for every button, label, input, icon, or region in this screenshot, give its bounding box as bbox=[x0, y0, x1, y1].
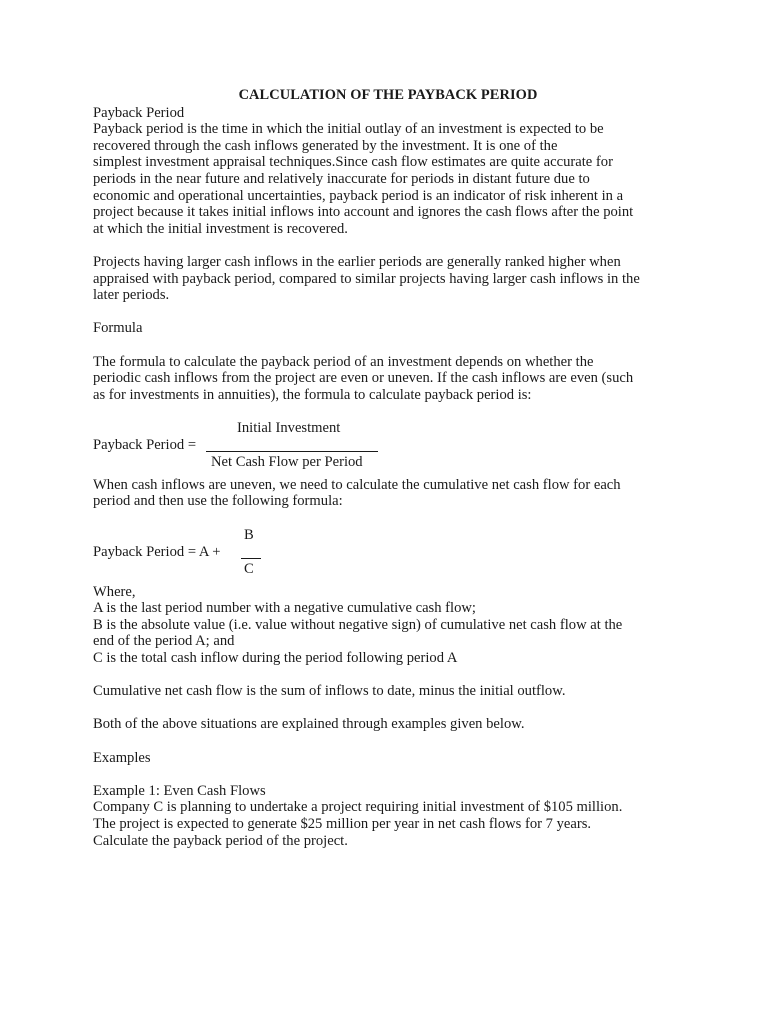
paragraph-line: simplest investment appraisal techniques.Since cash flow estimates are quite accurate for bbox=[93, 154, 613, 171]
paragraph-ranking bbox=[93, 254, 683, 304]
paragraph-line: periodic cash inflows from the project are even or uneven. If the cash inflows are even (such bbox=[93, 370, 634, 387]
paragraph-spacer bbox=[93, 733, 683, 750]
paragraph-where-definitions bbox=[93, 584, 683, 667]
fraction-bar bbox=[206, 451, 378, 452]
paragraph-line: economic and operational uncertainties, payback period is an indicator of risk inherent in a bbox=[93, 187, 624, 204]
paragraph-spacer bbox=[93, 403, 683, 420]
paragraph-line: Projects having larger cash inflows in the earlier periods are generally ranked higher when bbox=[93, 253, 621, 270]
paragraph-uneven-intro bbox=[93, 477, 683, 510]
paragraph-line: A is the last period number with a negative cumulative cash flow; bbox=[93, 600, 476, 617]
formula-denominator: C bbox=[244, 560, 254, 577]
formula-numerator: B bbox=[244, 526, 254, 543]
example1-heading: Example 1: Even Cash Flows bbox=[93, 782, 266, 799]
paragraph-line: as for investments in annuities), the formula to calculate payback period is: bbox=[93, 386, 532, 403]
paragraph-examples-intro: Both of the above situations are explained through examples given below. bbox=[93, 716, 525, 733]
paragraph-line: at which the initial investment is recovered. bbox=[93, 220, 348, 237]
paragraph-spacer bbox=[93, 304, 683, 321]
paragraph-spacer bbox=[93, 510, 683, 527]
paragraph-line: later periods. bbox=[93, 287, 170, 304]
paragraph-formula-intro bbox=[93, 354, 683, 404]
paragraph-line: end of the period A; and bbox=[93, 633, 235, 650]
paragraph-cumulative-definition: Cumulative net cash flow is the sum of inflows to date, minus the initial outflow. bbox=[93, 683, 566, 700]
paragraph-spacer bbox=[93, 337, 683, 354]
paragraph-line: C is the total cash inflow during the period following period A bbox=[93, 650, 458, 667]
formula-even-cash-flows bbox=[93, 420, 683, 472]
paragraph-line: appraised with payback period, compared to similar projects having larger cash inflows in the bbox=[93, 270, 640, 287]
paragraph-spacer bbox=[93, 766, 683, 783]
paragraph-line: When cash inflows are uneven, we need to calculate the cumulative net cash flow for each bbox=[93, 476, 621, 493]
paragraph-line: period and then use the following formula: bbox=[93, 493, 343, 510]
formula-label: Payback Period = bbox=[93, 436, 197, 453]
paragraph-line: periods in the near future and relatively inaccurate for periods in distant future due to bbox=[93, 170, 590, 187]
formula-label: Payback Period = A + bbox=[93, 543, 221, 560]
paragraph-line: Calculate the payback period of the project. bbox=[93, 832, 348, 849]
paragraph-spacer bbox=[93, 237, 683, 254]
formula-numerator: Initial Investment bbox=[237, 419, 341, 436]
section-heading-formula: Formula bbox=[93, 320, 143, 337]
document-title: CALCULATION OF THE PAYBACK PERIOD bbox=[238, 87, 538, 103]
paragraph-line: Payback period is the time in which the initial outlay of an investment is expected to be bbox=[93, 121, 604, 138]
paragraph-spacer bbox=[93, 667, 683, 684]
paragraph-line: Company C is planning to undertake a project requiring initial investment of $105 million. bbox=[93, 799, 623, 816]
paragraph-example1 bbox=[93, 799, 683, 849]
paragraph-line: project because it takes initial inflows into account and ignores the cash flows after the point bbox=[93, 204, 634, 221]
section-heading-payback-period: Payback Period bbox=[93, 104, 185, 121]
paragraph-line: recovered through the cash inflows generated by the investment. It is one of the bbox=[93, 137, 558, 154]
section-heading-examples: Examples bbox=[93, 749, 151, 766]
paragraph-spacer bbox=[93, 700, 683, 717]
paragraph-line: B is the absolute value (i.e. value without negative sign) of cumulative net cash flow at the bbox=[93, 616, 623, 633]
formula-uneven-cash-flows bbox=[93, 527, 683, 579]
document-page bbox=[93, 87, 683, 849]
formula-denominator: Net Cash Flow per Period bbox=[211, 453, 363, 470]
paragraph-definition bbox=[93, 121, 683, 237]
fraction-bar bbox=[241, 558, 261, 559]
paragraph-line: The formula to calculate the payback period of an investment depends on whether the bbox=[93, 353, 594, 370]
paragraph-line: The project is expected to generate $25 million per year in net cash flows for 7 years. bbox=[93, 815, 592, 832]
paragraph-line: Where, bbox=[93, 583, 136, 600]
